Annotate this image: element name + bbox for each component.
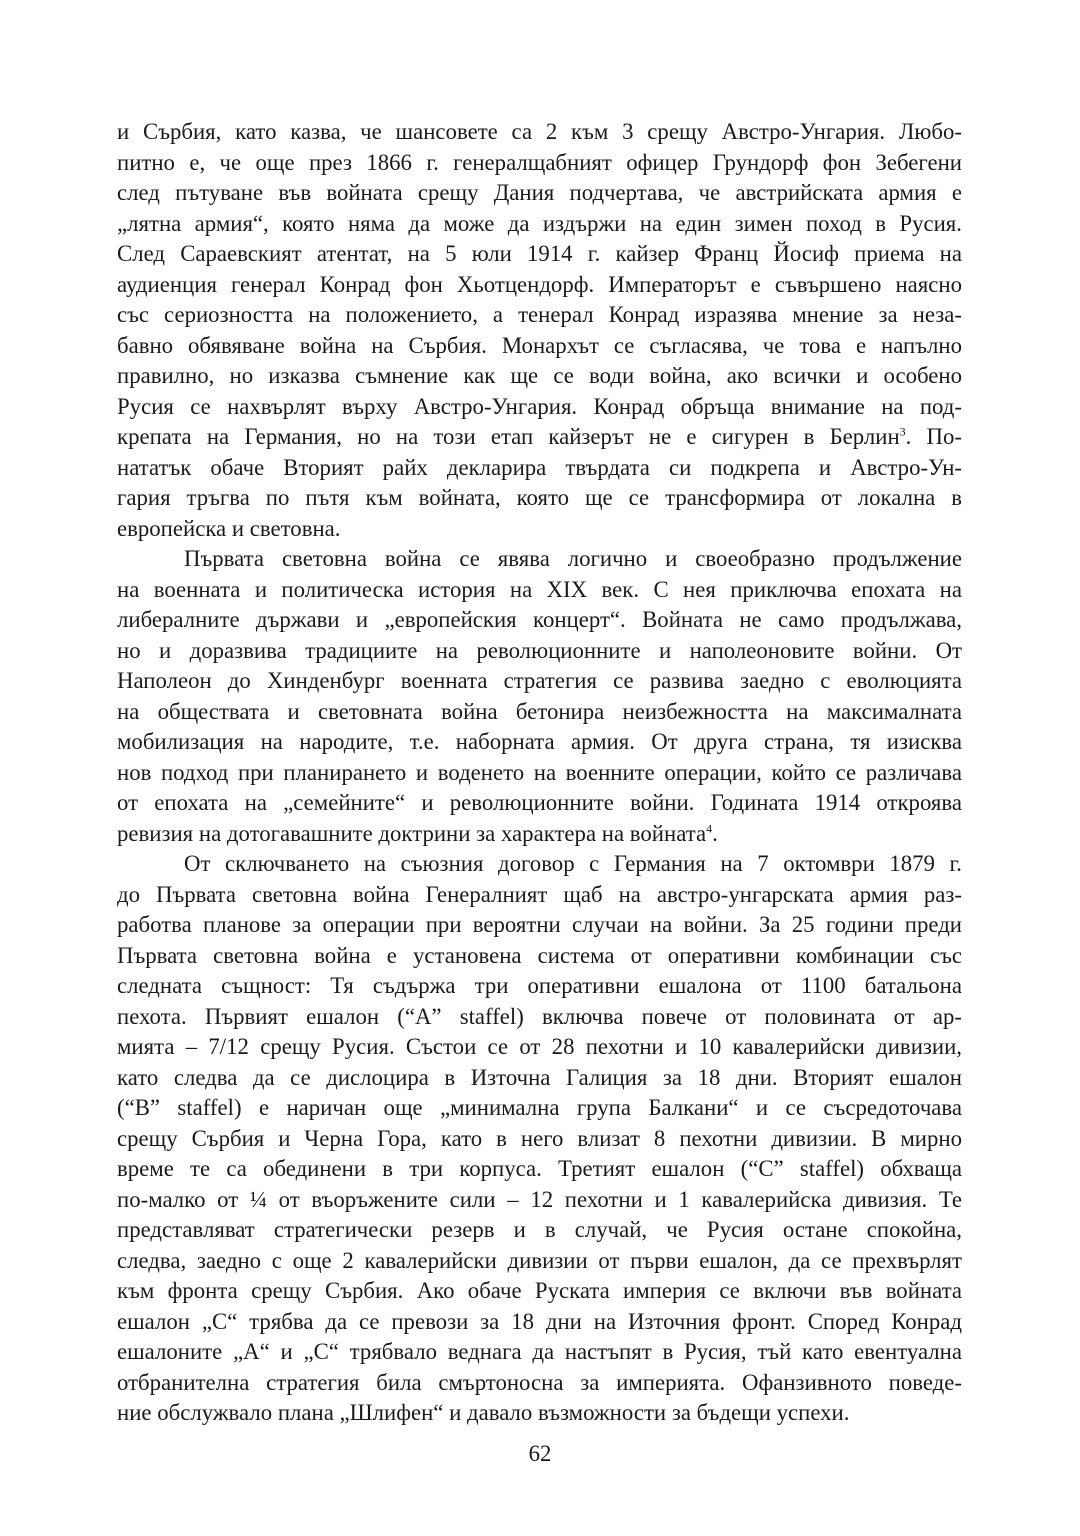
line-text: време те са обединени в три корпуса. Третият ешалон (“С” staffel) обхваща	[117, 1156, 962, 1181]
text-line	[117, 697, 962, 728]
text-line	[117, 727, 962, 758]
text-line	[117, 361, 962, 392]
line-text: до Първата световна война Генералният щаб на австро-унгарската армия раз-	[117, 881, 962, 907]
text-line	[117, 148, 962, 179]
line-text: европейска и световна.	[117, 515, 341, 541]
line-text-after: . По-	[905, 424, 962, 449]
text-line	[117, 1215, 962, 1246]
line-text: със сериозността на положението, а тенерал Конрад изразява мнение за неза-	[117, 302, 962, 327]
text-line	[117, 1124, 962, 1155]
text-line	[117, 1246, 962, 1277]
line-text: Русия се нахвърлят върху Австро-Унгария. Конрад обръща внимание на под-	[117, 393, 962, 419]
text-line	[117, 849, 962, 880]
line-text: следната същност: Тя съдържа три оперативни ешалона от 1100 батальона	[117, 973, 962, 998]
line-text: питно е, че още през 1866 г. генералщабният офицер Грундорф фон Зебегени	[117, 149, 962, 175]
line-text: аудиенция генерал Конрад фон Хьотцендорф. Императорът е съвършено наясно	[117, 271, 962, 297]
text-line	[117, 1337, 962, 1368]
paragraph	[117, 849, 962, 1429]
page-number: 62	[528, 1441, 552, 1466]
text-line	[117, 544, 962, 575]
text-line	[117, 239, 962, 270]
line-text: крепата на Германия, но на този етап кайзерът не е сигурен в Берлин	[117, 424, 900, 449]
text-line	[117, 331, 962, 362]
text-line	[117, 1093, 962, 1124]
line-text: на военната и политическа история на XIX век. С нея приключва епохата на	[117, 576, 962, 602]
line-text: От сключването на съюзния договор с Германия на 7 октомври 1879 г.	[184, 851, 962, 876]
line-text: нататък обаче Вторият райх декларира твърдата си подкрепа и Австро-Ун-	[117, 454, 962, 480]
line-text: по-малко от ¼ от въоръжените сили – 12 пехотни и 1 кавалерийска дивизия. Те	[117, 1186, 962, 1212]
line-text: гария тръгва по пътя към войната, която ще се трансформира от локална в	[117, 485, 962, 510]
line-text: нов подход при планирането и воденето на военните операции, който се различава	[117, 759, 962, 785]
line-text: правилно, но изказва съмнение как ще се води война, ако всички и особено	[117, 363, 962, 388]
text-line	[117, 819, 962, 850]
footnote-ref: 3	[899, 424, 906, 439]
text-line	[117, 514, 962, 545]
line-text: работва планове за операции при вероятни случаи на войни. За 25 години преди	[117, 912, 962, 937]
text-line	[117, 910, 962, 941]
text-line	[117, 178, 962, 209]
line-text: мобилизация на народите, т.е. наборната армия. От друга страна, тя изисква	[117, 729, 962, 754]
text-line	[117, 605, 962, 636]
line-text: ешалоните „А“ и „С“ трябвало веднага да настъпят в Русия, тъй като евентуална	[117, 1339, 962, 1364]
line-text: След Сараевският атентат, на 5 юли 1914 г. кайзер Франц Йосиф приема на	[117, 241, 962, 266]
line-text: следва, заедно с още 2 кавалерийски дивизии от първи ешалон, да се прехвърлят	[117, 1247, 962, 1273]
text-line	[117, 1032, 962, 1063]
text-line	[117, 636, 962, 667]
text-line	[117, 941, 962, 972]
text-line	[117, 300, 962, 331]
line-text: на обществата и световната война бетонира неизбежността на максималната	[117, 698, 962, 724]
text-line	[117, 1276, 962, 1307]
line-text: Първата световна война се явява логично и своеобразно продължение	[184, 546, 962, 571]
text-line	[117, 1398, 962, 1429]
line-text: отбранителна стратегия била смъртоносна за империята. Офанзивното поведе-	[117, 1369, 962, 1395]
line-text: либералните държави и „европейския концерт“. Войната не само продължава,	[117, 607, 962, 632]
line-text: срещу Сърбия и Черна Гора, като в него влизат 8 пехотни дивизии. В мирно	[117, 1125, 962, 1151]
page-body	[117, 117, 962, 1429]
text-line	[117, 483, 962, 514]
line-text: пехота. Първият ешалон (“А” staffel) включва повече от половината от ар-	[117, 1003, 962, 1029]
line-text: но и доразвива традициите на революционните и наполеоновите войни. От	[117, 637, 962, 663]
text-line	[117, 1002, 962, 1033]
line-text: (“В” staffel) е наричан още „минимална група Балкани“ и се съсредоточава	[117, 1095, 962, 1120]
text-line	[117, 209, 962, 240]
line-text: Първата световна война е установена система от оперативни комбинации със	[117, 942, 962, 968]
text-line	[117, 1154, 962, 1185]
text-line	[117, 788, 962, 819]
text-line	[117, 422, 962, 453]
text-line	[117, 1307, 962, 1338]
text-line	[117, 117, 962, 148]
line-text: ние обслужвало плана „Шлифен“ и давало възможности за бъдещи успехи.	[117, 1400, 850, 1425]
text-line	[117, 392, 962, 423]
line-text: ревизия на дотогавашните доктрини за характера на войната	[117, 820, 707, 846]
line-text: ешалон „С“ трябва да се превози за 18 дни на Източния фронт. Според Конрад	[117, 1308, 962, 1334]
line-text: след пътуване във войната срещу Дания подчертава, че австрийската армия е	[117, 180, 962, 205]
text-line	[117, 575, 962, 606]
paragraph	[117, 117, 962, 544]
text-line	[117, 666, 962, 697]
text-line	[117, 453, 962, 484]
text-line	[117, 758, 962, 789]
line-text: към фронта срещу Сърбия. Ако обаче Руската империя се включи във войната	[117, 1278, 962, 1303]
line-text: Наполеон до Хинденбург военната стратегия се развива заедно с еволюцията	[117, 668, 962, 693]
line-text: и Сърбия, като казва, че шансовете са 2 към 3 срещу Австро-Унгария. Любо-	[117, 119, 962, 144]
footnote-ref: 4	[706, 820, 713, 835]
line-text: от епохата на „семейните“ и революционните войни. Годината 1914 откроява	[117, 790, 962, 815]
text-line	[117, 880, 962, 911]
paragraph	[117, 544, 962, 849]
line-text-after: .	[712, 820, 718, 846]
text-line	[117, 1063, 962, 1094]
text-line	[117, 1368, 962, 1399]
line-text: като следва да се дислоцира в Източна Галиция за 18 дни. Вторият ешалон	[117, 1064, 962, 1090]
text-line	[117, 1185, 962, 1216]
text-line	[117, 971, 962, 1002]
text-line	[117, 270, 962, 301]
line-text: „лятна армия“, която няма да може да издържи на един зимен поход в Русия.	[117, 210, 962, 236]
line-text: бавно обявяване война на Сърбия. Монархът се съгласява, че това е напълно	[117, 332, 962, 358]
line-text: мията – 7/12 срещу Русия. Състои се от 28 пехотни и 10 кавалерийски дивизии,	[117, 1034, 962, 1059]
line-text: представляват стратегически резерв и в случай, че Русия остане спокойна,	[117, 1217, 962, 1242]
